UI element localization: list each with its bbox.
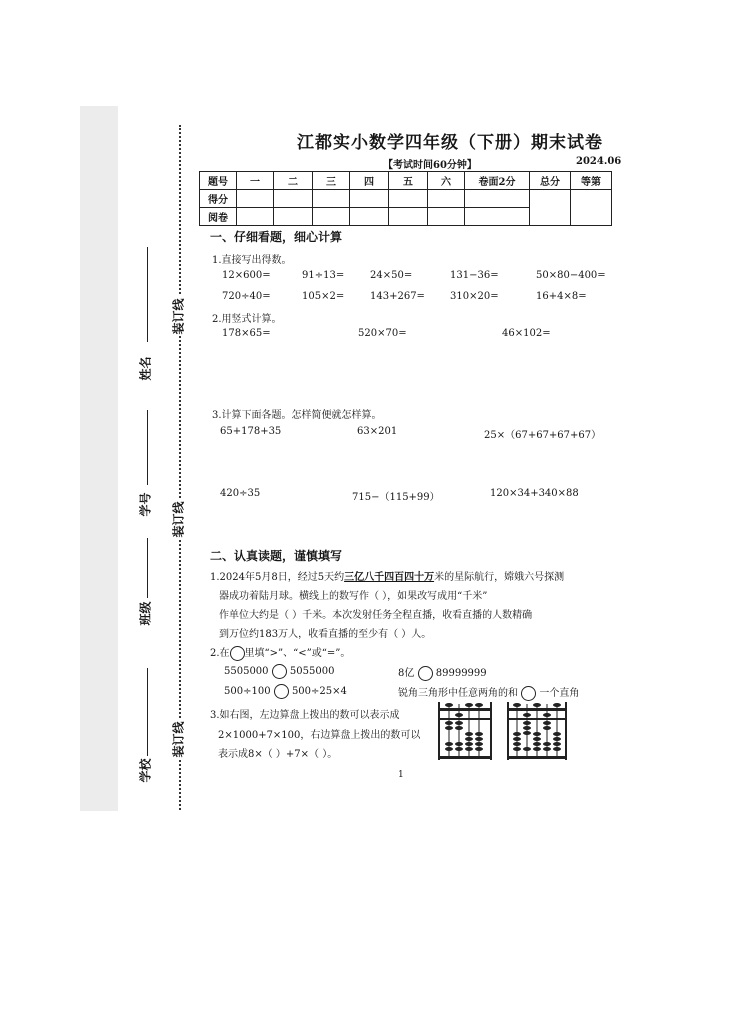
calc-item: 12×600=: [222, 270, 271, 281]
s2-q3-line1: 3.如右图，左边算盘上拨出的数可以表示成: [210, 710, 400, 721]
s2-q3-line3: 表示成8×（ ）+7×（ ）。: [218, 749, 338, 760]
q2-label: 2.用竖式计算。: [212, 314, 282, 325]
score-cell[interactable]: [274, 190, 313, 208]
compare-item: [224, 664, 334, 679]
compare-circle-blank[interactable]: [272, 664, 287, 679]
compare-left: 8亿: [398, 668, 415, 679]
binding-label-top: 装订线: [171, 298, 186, 335]
s2-q1-line3: 作单位大约是（ ）千米。本次发射任务全程直播，收看直播的人数精确: [219, 610, 533, 621]
compare-right: 500÷25×4: [291, 686, 347, 697]
s2-q1-text-a: 1.2024年5月8日，经过5天约: [210, 572, 345, 583]
column-header: 三: [313, 172, 350, 190]
vertical-calc-item: 46×102=: [502, 328, 551, 339]
s2-q1-underlined-number: 三亿八千四百四十万: [344, 572, 435, 583]
total-score-cell[interactable]: [530, 190, 571, 226]
column-header: 卷面2分: [465, 172, 530, 190]
name-field-line[interactable]: [147, 247, 148, 342]
compare-right: 一个直角: [539, 688, 580, 699]
simplify-item: 120×34+340×88: [490, 488, 579, 499]
exam-date: 2024.06: [576, 156, 622, 167]
binding-label-middle: 装订线: [171, 501, 186, 538]
column-header: 六: [428, 172, 465, 190]
compare-item: [398, 664, 487, 681]
compare-left: 5505000: [224, 666, 269, 677]
s2-q1-line2: 器成功着陆月球。横线上的数写作（ ），如果改写成用“千米”: [219, 591, 488, 602]
column-header: 二: [274, 172, 313, 190]
class-field-line[interactable]: [147, 538, 148, 598]
marker-cell[interactable]: [428, 208, 465, 226]
simplify-item: 25×（67+67+67+67）: [484, 430, 602, 441]
school-field-line[interactable]: [147, 668, 148, 756]
score-cell[interactable]: [465, 190, 530, 208]
column-header: 等第: [571, 172, 612, 190]
compare-right: 89999999: [435, 668, 487, 679]
compare-left: 锐角三角形中任意两角的和: [398, 688, 518, 699]
simplify-item: 715−（115+99）: [352, 492, 440, 503]
column-header: 四: [350, 172, 389, 190]
calc-item: 310×20=: [450, 291, 499, 302]
s2-q2-instruction: [210, 644, 350, 661]
page-number: 1: [398, 770, 404, 780]
grade-cell[interactable]: [571, 190, 612, 226]
binding-label-bottom: 装订线: [171, 721, 186, 758]
compare-left: 500÷100: [224, 686, 271, 697]
compare-right: 5055000: [289, 666, 335, 677]
score-table: [199, 171, 612, 226]
compare-circle-blank[interactable]: [418, 666, 433, 681]
column-header: 一: [237, 172, 274, 190]
score-cell[interactable]: [237, 190, 274, 208]
score-cell[interactable]: [428, 190, 465, 208]
score-table-header-row: [200, 172, 612, 190]
s2-q2-prefix: 2.在: [210, 648, 230, 659]
row-label: 得分: [200, 190, 237, 208]
score-cell[interactable]: [350, 190, 389, 208]
calc-item: 131−36=: [450, 270, 499, 281]
score-cell[interactable]: [389, 190, 428, 208]
calc-item: 105×2=: [302, 291, 345, 302]
marker-cell[interactable]: [313, 208, 350, 226]
column-header: 总分: [530, 172, 571, 190]
vertical-calc-item: 178×65=: [222, 328, 271, 339]
marker-cell[interactable]: [389, 208, 428, 226]
compare-circle-blank[interactable]: [521, 686, 536, 701]
exam-time: 【考试时间60分钟】: [383, 160, 477, 171]
calc-item: 16+4×8=: [536, 291, 587, 302]
compare-circle-blank[interactable]: [274, 684, 289, 699]
row-label: 题号: [200, 172, 237, 190]
column-header: 五: [389, 172, 428, 190]
calc-item: 143+267=: [370, 291, 425, 302]
marker-cell[interactable]: [274, 208, 313, 226]
school-label: 学校: [138, 758, 153, 783]
compare-item: [224, 684, 347, 699]
calc-item: 24×50=: [370, 270, 413, 281]
marker-cell[interactable]: [350, 208, 389, 226]
student-no-label: 学号: [138, 492, 153, 517]
section2-heading: 二、认真读题，谨慎填写: [210, 549, 343, 563]
marker-cell[interactable]: [465, 208, 530, 226]
vertical-calc-item: 520×70=: [358, 328, 407, 339]
simplify-item: 420÷35: [220, 488, 261, 499]
binding-dotted-line: [179, 125, 181, 810]
binding-margin-strip: [80, 106, 118, 811]
page-title: 江都实小数学四年级（下册）期末试卷: [297, 133, 603, 153]
s2-q3-line2: 2×1000+7×100，右边算盘上拨出的数可以: [218, 730, 421, 741]
s2-q1-line1: [210, 568, 564, 583]
simplify-item: 65+178+35: [220, 426, 282, 437]
q1-label: 1.直接写出得数。: [212, 255, 292, 266]
section1-heading: 一、仔细看题，细心计算: [210, 230, 343, 244]
score-cell[interactable]: [313, 190, 350, 208]
simplify-item: 63×201: [357, 426, 398, 437]
s2-q2-suffix: 里填“>”、“<”或“=”。: [244, 648, 351, 659]
student-no-field-line[interactable]: [147, 410, 148, 485]
calc-item: 720÷40=: [222, 291, 271, 302]
row-label: 阅卷: [200, 208, 237, 226]
marker-cell[interactable]: [237, 208, 274, 226]
compare-circle-icon: [230, 646, 245, 661]
class-label: 班级: [138, 601, 153, 626]
name-label: 姓名: [138, 356, 153, 381]
abacus-right-icon: [506, 700, 568, 762]
score-table-row: [200, 190, 612, 208]
s2-q1-text-b: 米的星际航行，嫦娥六号探测: [434, 572, 565, 583]
s2-q1-line4: 到万位约183万人，收看直播的至少有（ ）人。: [219, 629, 432, 640]
q3-label: 3.计算下面各题。怎样简便就怎样算。: [212, 410, 382, 421]
calc-item: 91÷13=: [302, 270, 345, 281]
calc-item: 50×80−400=: [536, 270, 606, 281]
compare-item: [398, 684, 579, 701]
abacus-left-icon: [437, 700, 493, 762]
